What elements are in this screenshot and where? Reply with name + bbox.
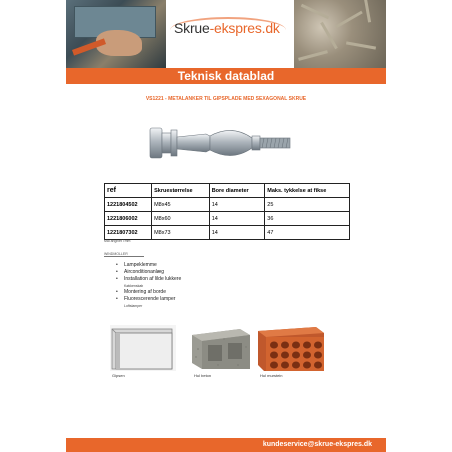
logo-accent-text: -ekspres.dk (209, 20, 280, 36)
metal-anchor-image (148, 114, 308, 174)
table-cell: 25 (265, 198, 350, 212)
table-cell: 1221806002 (105, 212, 152, 226)
units-note: Mål angivet i mm (104, 239, 131, 243)
material-label: Hul murstein (260, 373, 283, 378)
workshop-photo (66, 0, 166, 68)
list-item: • Montering af borde (116, 289, 181, 296)
title-banner (66, 68, 386, 84)
list-item: Køkkenskab (124, 284, 144, 288)
table-cell: 14 (209, 212, 265, 226)
list-item: Loftslamper (124, 304, 143, 308)
table-row (105, 198, 350, 212)
page-footer (66, 438, 386, 452)
material-label: Gipsen (112, 373, 125, 378)
table-row (105, 226, 350, 240)
table-cell: M8x60 (152, 212, 210, 226)
list-item: • Fluorescerende lamper (116, 296, 181, 303)
applications-list (116, 262, 181, 309)
list-item: • Installation af lilde lukkere (116, 276, 181, 283)
column-header: ref (105, 184, 152, 198)
list-item: • Airconditionanlæg (116, 269, 181, 276)
table-cell: M8x73 (152, 226, 210, 240)
table-row (105, 212, 350, 226)
table-cell: 36 (265, 212, 350, 226)
table-header-row (105, 184, 350, 198)
list-item: • Lampeklemme (116, 262, 181, 269)
column-header: Bore diameter (209, 184, 265, 198)
material-label: Hul beton (194, 373, 212, 378)
contact-email[interactable]: kundeservice@skrue-ekspres.dk (262, 441, 372, 448)
table-cell: 14 (209, 198, 265, 212)
vendor-label: WINDMOLLER (104, 252, 144, 257)
brand-logo[interactable] (174, 20, 280, 36)
datasheet-page (66, 0, 386, 452)
table-cell: 1221807302 (105, 226, 152, 240)
table-cell: 47 (265, 226, 350, 240)
spec-table (104, 183, 350, 240)
hollow-concrete-icon (188, 325, 254, 371)
page-header (66, 0, 386, 68)
column-header: Maks. tykkelse at fikse (265, 184, 350, 198)
logo-main-text: Skrue (174, 20, 210, 36)
hollow-brick-icon (258, 325, 324, 371)
screws-photo (294, 0, 386, 68)
table-cell: 1221804502 (105, 198, 152, 212)
gypsum-board-icon (110, 325, 176, 371)
table-cell: M8x45 (152, 198, 210, 212)
column-header: Skruestørrelse (152, 184, 210, 198)
table-cell: 14 (209, 226, 265, 240)
page-title: Teknisk datablad (177, 69, 275, 83)
product-subtitle: VS1221 - METALANKER TIL GIPSPLADE MED SEXAGONAL SKRUE (145, 96, 307, 102)
